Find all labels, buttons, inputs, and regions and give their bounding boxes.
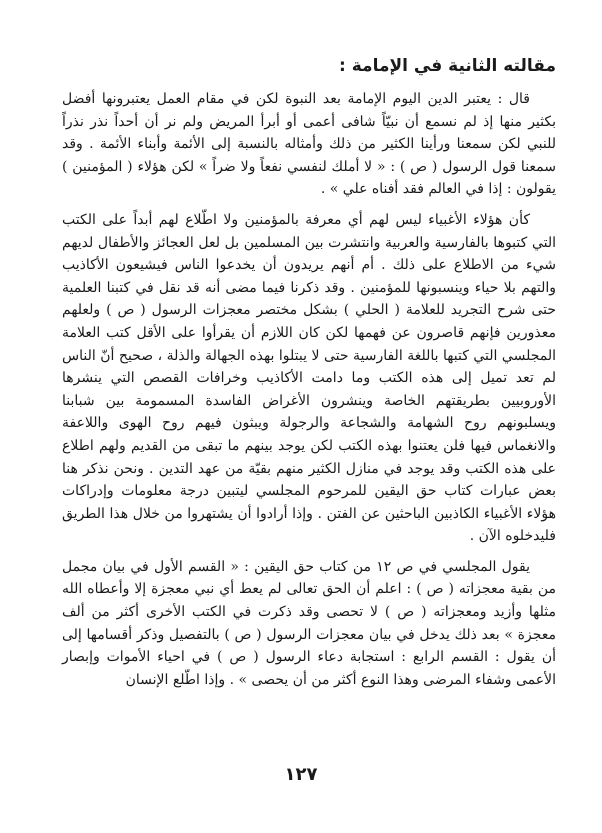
paragraph-3: يقول المجلسي في ص ١٢ من كتاب حق اليقين : « القسم الأول في بيان مجمل من بقية معجزاته ( ص ) : اعلم أن الحق تعالى لم يعط أي نبي معجزة إلا وأعطاه الله مثلها وأزيد ومعجزاته ( ص ) لا تحصى وقد ذكرت في الكتب الأخرى أكثر من ألف معجزة » بعد ذلك يدخل في بيان معجزات الرسول ( ص ) بالتفصيل وذكر أقسامها إلى أن يقول : القسم الرابع : استجابة دعاء الرسول ( ص ) في احياء الأموات وإبصار الأعمى وشفاء المرضى وهذا النوع أكثر من أن يحصى » . وإذا اطّلع الإنسان bbox=[62, 558, 556, 688]
page-number: ١٢٧ bbox=[284, 764, 318, 785]
paragraph-2: كأن هؤلاء الأغبياء ليس لهم أي معرفة بالمؤمنين ولا اطّلاع لهم أبداً على الكتب التي كتبوها بالفارسية والعربية وانتشرت بين المسلمين بل لعل العجائز والأطفال لديهم شيء من الاطلاع على ذلك . أم أنهم يريدون أن يخدعوا الناس فيشيعون الأكاذيب والتهم بلا حياء وينسبونها للمؤمنين . وقد ذكرنا فيما مضى أنه قد نقل في كتبنا العلمية حتى شرح التجريد للعلامة ( الحلي ) بشكل مختصر معجزات الرسول ( ص ) ولعلهم معذورين فإنهم قاصرون عن فهمها لكن كان اللازم أن يقرأوا على الأقل كتب العلامة المجلسي التي كتبها باللغة الفارسية حتى لا يبتلوا بهذه الجهالة والذلة ، صحيح أنّ الناس لم تعد تميل إلى هذه الكتب وما دامت الأكاذيب وخرافات القصص التي ينشرها الأوروبيين بطريقتهم الخاصة وينشرون الأغراض الفاسدة المسمومة بين شبابنا ويسلبونهم روح الشهامة والشجاعة والرجولة ويبثون فيهم روح الهوى واللاعفة والانغماس فيها فلن يعتنوا بهذه الكتب لكن يوجد بينهم ما تبقى من القديم ولهم اطلاع على هذه الكتب وقد يوجد في منازل الكثير منهم بقيّة من عهد التدين . ونحن نذكر هنا بعض عبارات كتاب حق اليقين للمرحوم المجلسي ليتبين درجة معلومات وإدراكات هؤلاء الأغبياء الكاذبين الباحثين عن الفتن . وإذا أرادوا أن يشتهروا من خلال هذا الطريق فليدخلوه الآن . bbox=[62, 211, 556, 545]
section-title: مقالته الثانية في الإمامة : bbox=[339, 56, 556, 76]
paragraph-1: قال : يعتبر الدين اليوم الإمامة بعد النبوة لكن في مقام العمل يعتبرونها أفضل بكثير منها إذ لم نسمع أن نبيّاً شافى أعمى أو أبرأ المريض ولم نر أن أحداً نذر نذراً للنبي لكن سمعنا ورأينا الكثير من ذلك وأمثاله بالنسبة إلى الأئمة وأبناء الأئمة . وقد سمعنا قول الرسول ( ص ) : « لا أملك لنفسي نفعاً ولا ضراً » لكن هؤلاء ( المؤمنين ) يقولون : إذا في العالم فقد أفناه علي » . bbox=[62, 91, 556, 198]
